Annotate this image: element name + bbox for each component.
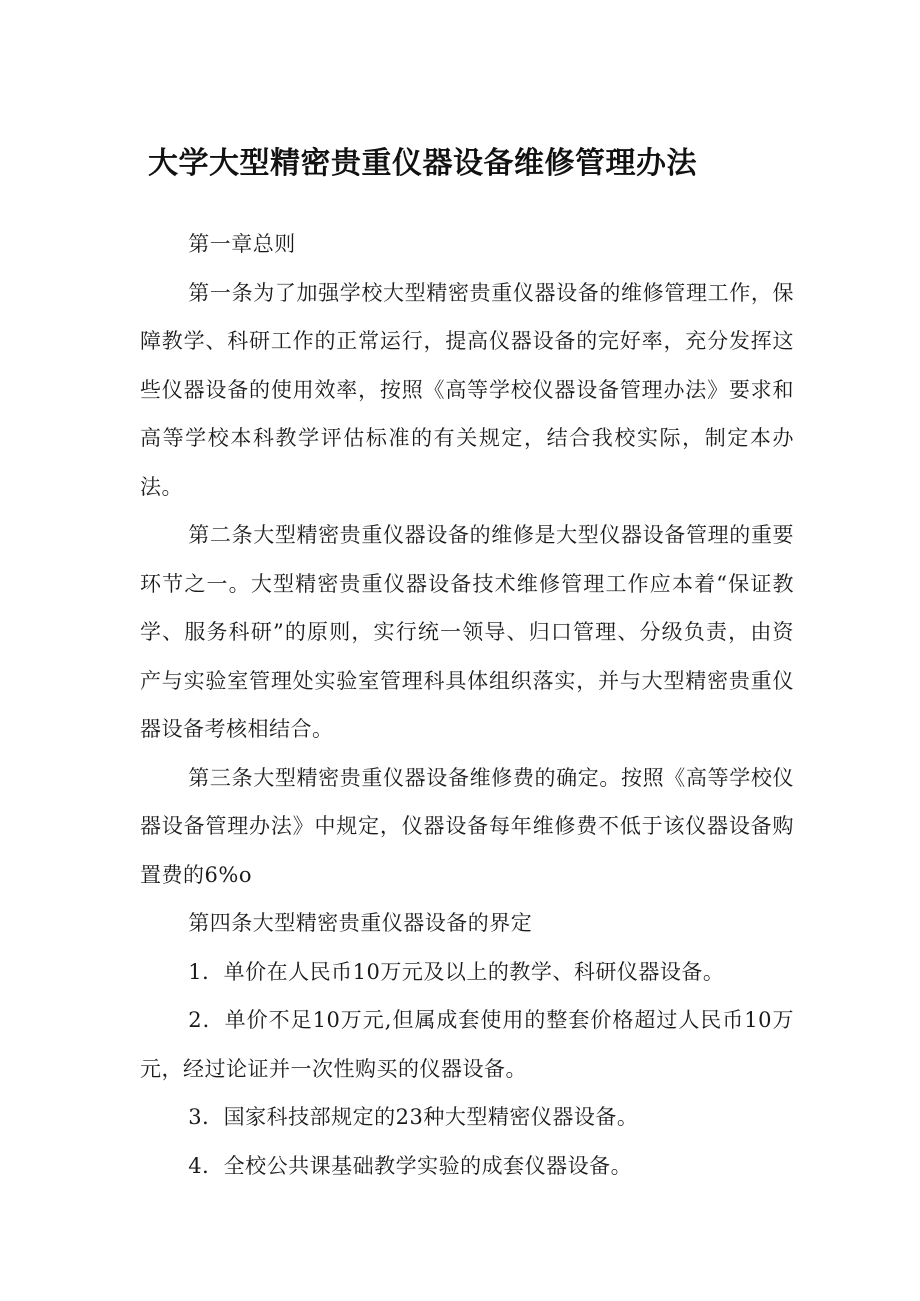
list-item-4: 4．全校公共课基础教学实验的成套仪器设备。 — [188, 1153, 633, 1178]
list-item-3: 3．国家科技部规定的23种大型精密仪器设备。 — [188, 1105, 639, 1129]
chapter-heading: 第一章总则 — [188, 232, 296, 256]
list-item-1: 1．单价在人民币10万元及以上的教学、科研仪器设备。 — [188, 959, 725, 984]
article-4-paragraph: 第四条大型精密贵重仪器设备的界定 — [188, 911, 533, 935]
list-item-2: 2．单价不足10万元,但属成套使用的整套价格超过人民币10万元，经过论证并一次性购买的仪器设备。 — [140, 1008, 794, 1081]
document-title: 大学大型精密贵重仪器设备维修管理办法 — [148, 146, 697, 181]
article-2-paragraph: 第二条大型精密贵重仪器设备的维修是大型仪器设备管理的重要环节之一。大型精密贵重仪器设备技术维修管理工作应本着“保证教学、服务科研”的原则，实行统一领导、归口管理、分级负责，由资产与实验室管理处实验室管理科具体组织落实，并与大型精密贵重仪器设备考核相结合。 — [140, 523, 794, 741]
document-body — [140, 220, 794, 1190]
article-3-paragraph: 第三条大型精密贵重仪器设备维修费的确定。按照《高等学校仪器设备管理办法》中规定，仪器设备每年维修费不低于该仪器设备购置费的6%o — [140, 765, 794, 887]
article-1-paragraph: 第一条为了加强学校大型精密贵重仪器设备的维修管理工作，保障教学、科研工作的正常运行，提高仪器设备的完好率，充分发挥这些仪器设备的使用效率，按照《高等学校仪器设备管理办法》要求和高等学校本科教学评估标准的有关规定，结合我校实际，制定本办法。 — [140, 280, 794, 499]
